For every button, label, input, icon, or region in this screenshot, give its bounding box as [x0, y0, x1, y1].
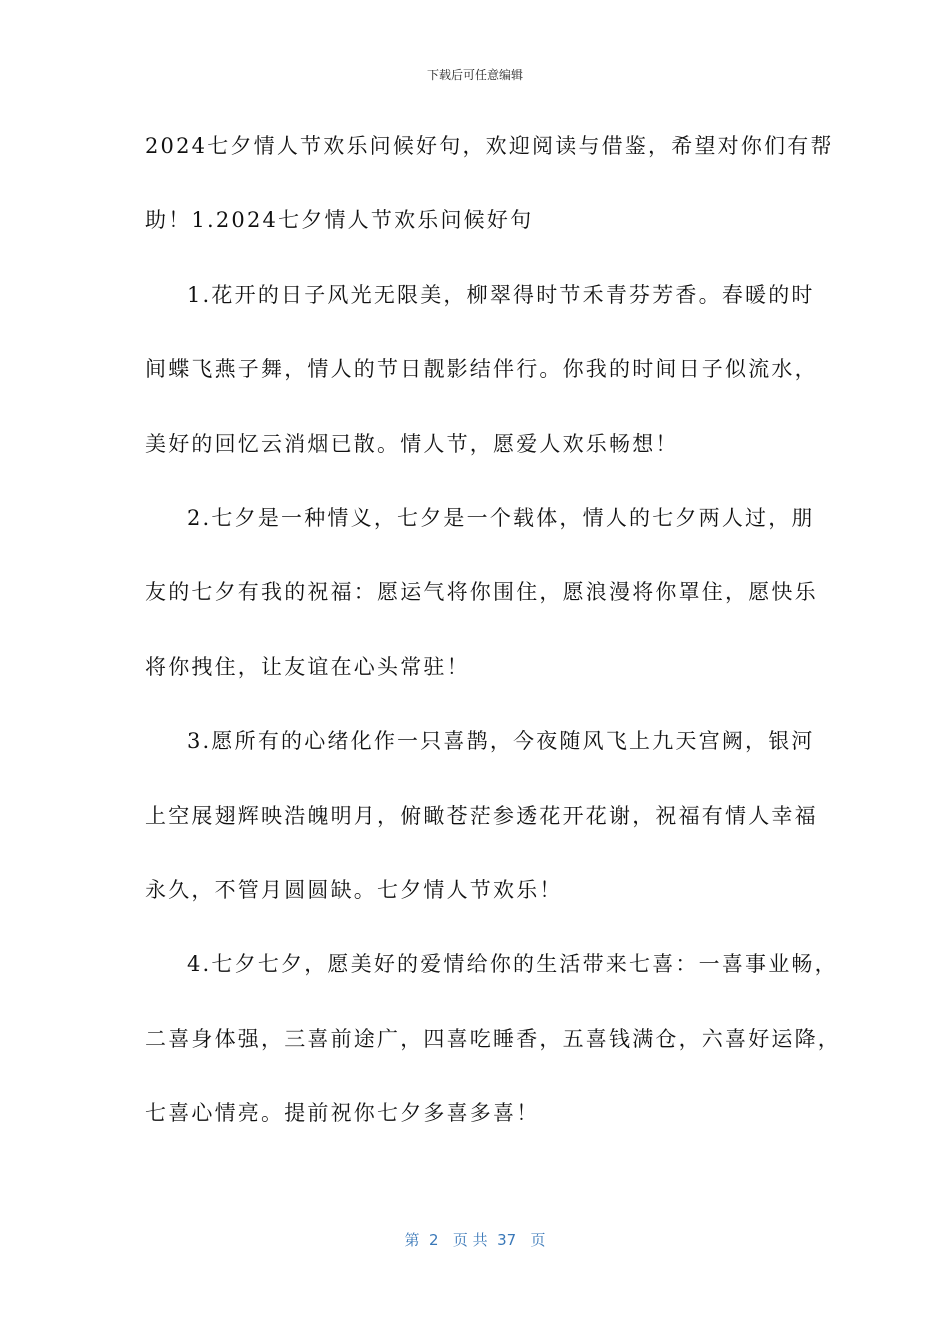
text-line: 4.七夕七夕，愿美好的爱情给你的生活带来七喜：一喜事业畅，	[187, 952, 838, 977]
text-line: 永久，不管月圆圆缺。七夕情人节欢乐！	[145, 877, 563, 902]
text-line: 2.七夕是一种情义，七夕是一个载体，情人的七夕两人过，朋	[187, 505, 815, 530]
text-line: 间蝶飞燕子舞，情人的节日靓影结伴行。你我的时间日子似流水，	[145, 357, 818, 382]
text-line: 将你拽住，让友谊在心头常驻！	[145, 654, 470, 679]
text-line: 美好的回忆云消烟已散。情人节，愿爱人欢乐畅想！	[145, 431, 679, 456]
text-line: 二喜身体强，三喜前途广，四喜吃睡香，五喜钱满仓，六喜好运降，	[145, 1026, 841, 1051]
document-body	[145, 128, 841, 1169]
page-header: 下载后可任意编辑	[426, 68, 523, 82]
text-line: 七喜心情亮。提前祝你七夕多喜多喜！	[145, 1101, 540, 1126]
text-line: 助！1.2024七夕情人节欢乐问候好句	[145, 208, 534, 233]
page-footer: 第 2 页 共 37 页	[404, 1231, 546, 1249]
text-line: 上空展翅辉映浩魄明月，俯瞰苍茫参透花开花谢，祝福有情人幸福	[145, 803, 818, 828]
text-line: 友的七夕有我的祝福：愿运气将你围住，愿浪漫将你罩住，愿快乐	[145, 580, 818, 605]
text-line: 3.愿所有的心绪化作一只喜鹊，今夜随风飞上九天宫阙，银河	[187, 729, 815, 754]
text-line: 2024七夕情人节欢乐问候好句，欢迎阅读与借鉴，希望对你们有帮	[145, 134, 834, 158]
text-line: 1.花开的日子风光无限美，柳翠得时节禾青芬芳香。春暖的时	[187, 282, 815, 307]
